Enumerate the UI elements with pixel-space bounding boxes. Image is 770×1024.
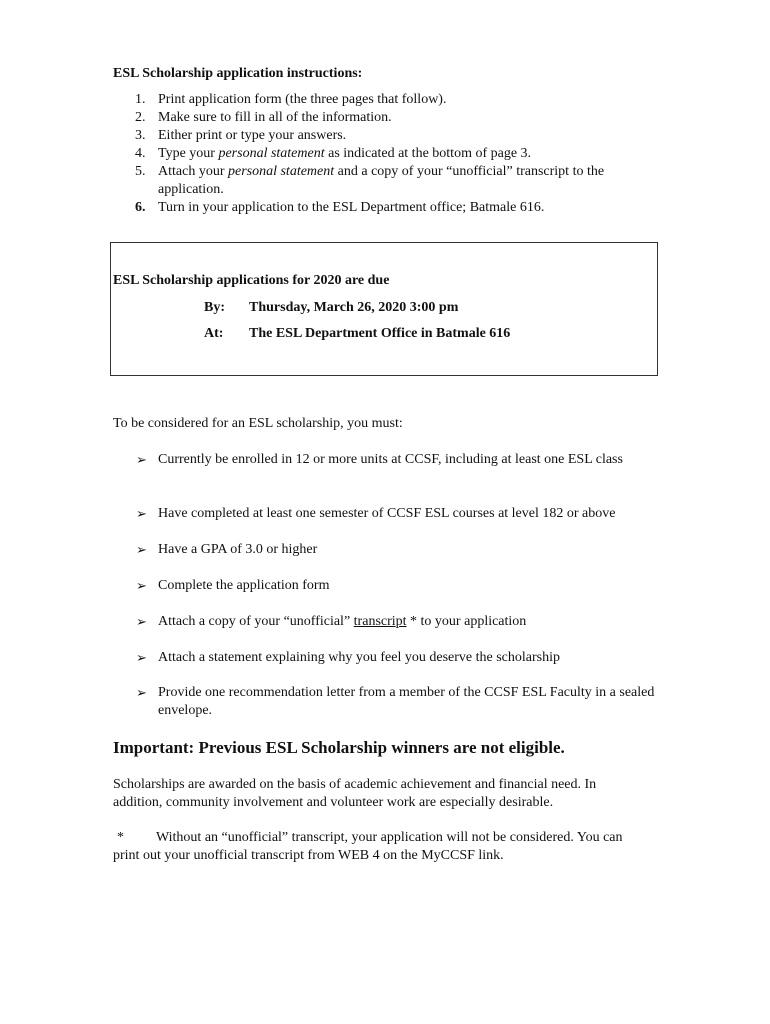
list-text-b: as indicated at the bottom of page 3. (324, 146, 532, 161)
list-text: Either print or type your answers. (158, 128, 347, 143)
requirement-item (136, 541, 676, 559)
deadline-at-label: At: (204, 326, 224, 341)
list-item (113, 145, 673, 163)
deadline-at-value: The ESL Department Office in Batmale 616 (249, 326, 511, 341)
list-item (113, 127, 673, 145)
requirement-item (136, 649, 676, 667)
list-number: 1. (135, 92, 146, 107)
requirement-item (136, 684, 661, 720)
list-text-emphasis: personal statement (227, 164, 335, 179)
arrow-bullet-icon: ➢ (136, 685, 147, 700)
arrow-bullet-icon: ➢ (136, 650, 147, 665)
list-number: 6. (135, 200, 146, 215)
deadline-heading: ESL Scholarship applications for 2020 are due (113, 273, 390, 288)
footnote (113, 829, 648, 865)
requirement-item (136, 613, 676, 631)
list-text-a: Attach your (158, 164, 228, 179)
list-text-b: and a copy of your “unofficial” transcript to the application. (158, 164, 605, 197)
requirement-text: Have a GPA of 3.0 or higher (158, 542, 318, 557)
arrow-bullet-icon: ➢ (136, 578, 147, 593)
list-text-emphasis: personal statement (218, 146, 325, 161)
list-item (113, 163, 658, 199)
arrow-bullet-icon: ➢ (136, 452, 147, 467)
list-item (113, 199, 673, 217)
deadline-by-label: By: (204, 300, 225, 315)
requirements-intro: To be considered for an ESL scholarship, you must: (113, 416, 403, 431)
footnote-text: Without an “unofficial” transcript, your application will not be considered. You can print out your unofficial transcript from WEB 4 on the MyCCSF link. (113, 830, 623, 863)
list-text: Print application form (the three pages that follow). (158, 92, 447, 107)
requirement-text: Provide one recommendation letter from a member of the CCSF ESL Faculty in a sealed envelope. (158, 685, 655, 718)
requirement-text-transcript (158, 613, 676, 631)
transcript-underlined: transcript (353, 614, 407, 629)
requirement-item (136, 451, 636, 469)
list-item (113, 91, 673, 109)
arrow-bullet-icon: ➢ (136, 506, 147, 521)
list-number: 3. (135, 128, 146, 143)
deadline-by-value: Thursday, March 26, 2020 3:00 pm (249, 300, 459, 315)
requirement-text: Currently be enrolled in 12 or more units at CCSF, including at least one ESL class (158, 452, 623, 467)
instructions-title: ESL Scholarship application instructions: (113, 66, 363, 81)
footnote-mark: * (117, 830, 124, 845)
requirement-text-b: * to your application (406, 614, 527, 629)
arrow-bullet-icon: ➢ (136, 542, 147, 557)
list-number: 5. (135, 164, 146, 179)
list-number: 4. (135, 146, 146, 161)
list-text: Turn in your application to the ESL Department office; Batmale 616. (158, 200, 545, 215)
list-text: Make sure to fill in all of the information. (158, 110, 392, 125)
requirement-text: Have completed at least one semester of CCSF ESL courses at level 182 or above (158, 506, 616, 521)
awards-paragraph: Scholarships are awarded on the basis of academic achievement and financial need. In addition, community involvement and volunteer work are especially desirable. (113, 777, 597, 810)
requirement-item (136, 577, 676, 595)
important-notice: Important: Previous ESL Scholarship winners are not eligible. (113, 738, 565, 757)
list-item (113, 109, 673, 127)
requirement-text: Attach a statement explaining why you feel you deserve the scholarship (158, 650, 560, 665)
instructions-list (113, 91, 673, 217)
requirement-text: Complete the application form (158, 578, 330, 593)
list-number: 2. (135, 110, 146, 125)
list-text-a: Type your (158, 146, 219, 161)
requirement-text-a: Attach a copy of your “unofficial” (158, 614, 354, 629)
arrow-bullet-icon: ➢ (136, 614, 147, 629)
requirement-item (136, 505, 676, 523)
